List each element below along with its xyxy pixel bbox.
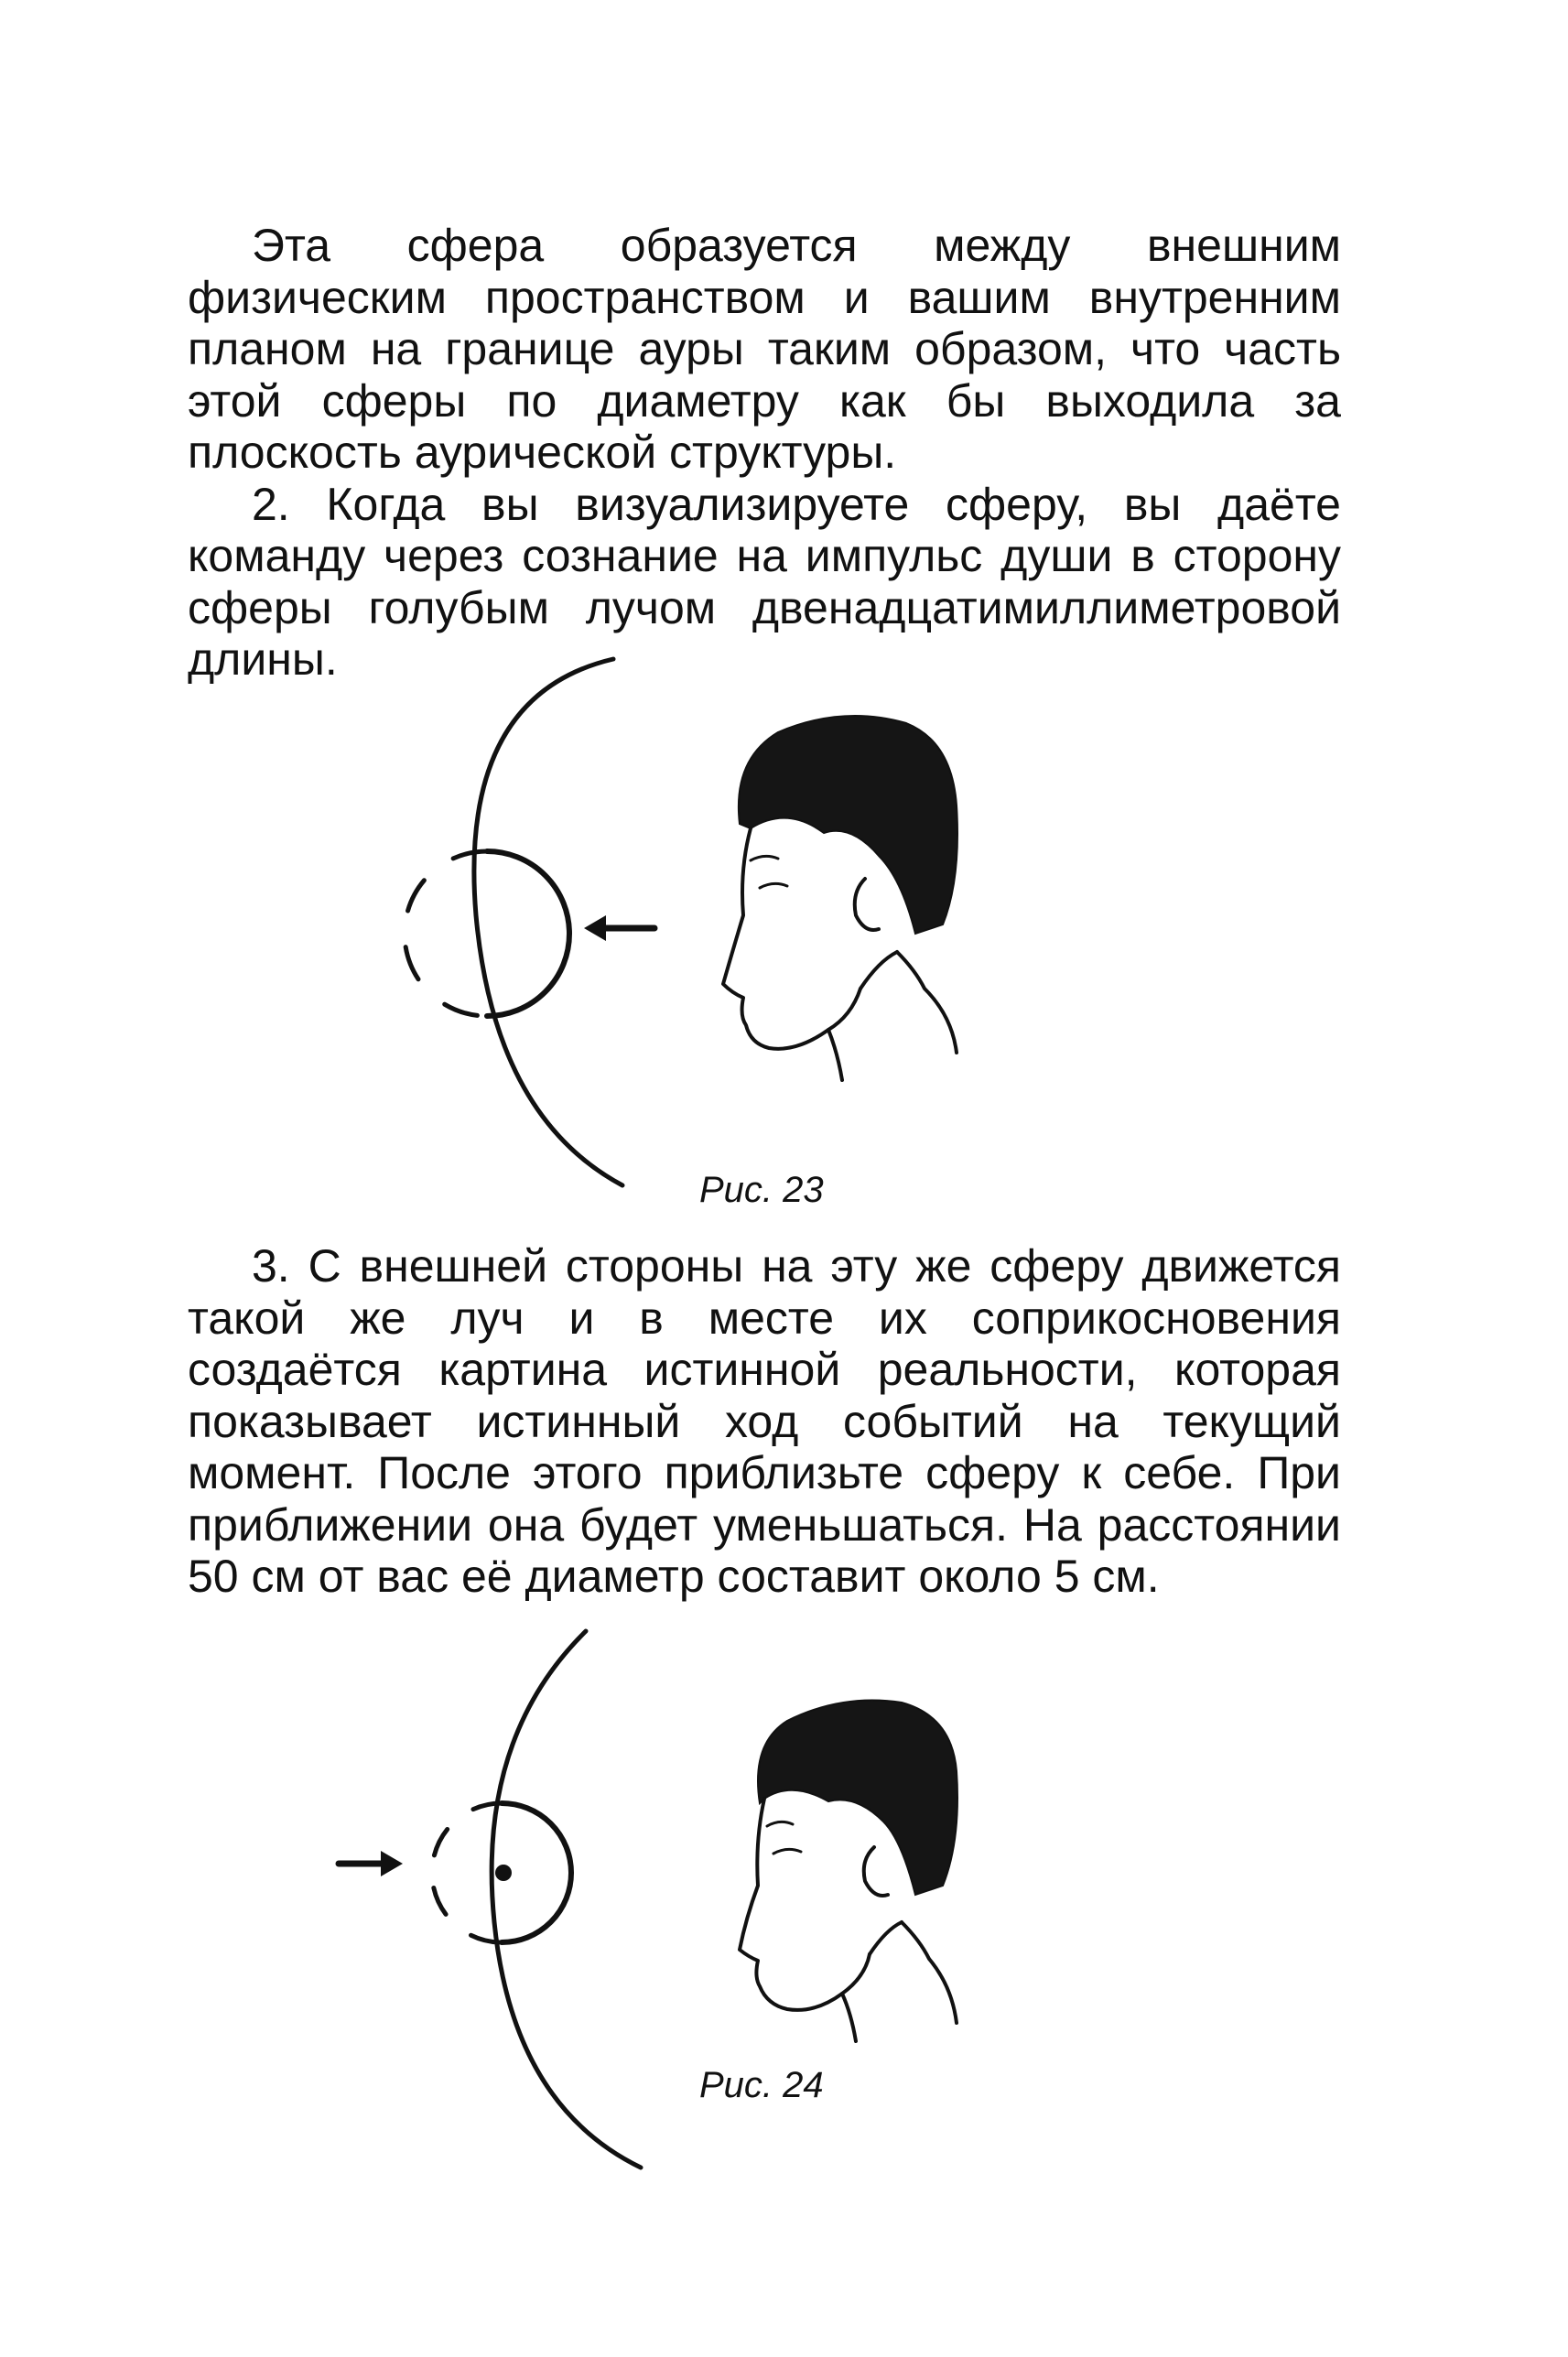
figure-23	[0, 641, 1568, 1208]
caption-fig-23: Рис. 23	[699, 1170, 824, 1210]
paragraph-1: Эта сфера образуется между внешним физическим пространством и вашим внутренним планом на границе ауры таким образом, что часть этой сферы по диаметру как бы выходила за плоскость аурической структуры.	[188, 220, 1341, 478]
head-profile-image	[740, 1701, 957, 2042]
contact-point-dot	[495, 1865, 512, 1881]
paragraph-3: 3. С внешней стороны на эту же сферу движется такой же луч и в месте их соприкосновения создаётся картина истинной реальности, которая показывает истинный ход событий на текущий момент. После этого приблизьте сферу к себе. При приближении она будет уменьшаться. На расстоянии 50 см от вас её диаметр составит около 5 см.	[188, 1240, 1341, 1602]
text-block-top	[188, 220, 1341, 686]
arrow-right-icon	[339, 1851, 403, 1876]
caption-fig-24: Рис. 24	[699, 2065, 824, 2105]
text-block-bottom	[188, 1240, 1341, 1603]
sphere-solid-half	[487, 851, 569, 1016]
sphere-solid-half	[502, 1803, 571, 1942]
paragraph-2: 2. Когда вы визуализируете сферу, вы даёте команду через сознание на импульс души в сторону сферы голубым лучом двенадцатимиллиметровой длины.	[188, 478, 1341, 685]
head-profile-image	[723, 716, 957, 1080]
arrow-left-icon	[584, 915, 654, 941]
